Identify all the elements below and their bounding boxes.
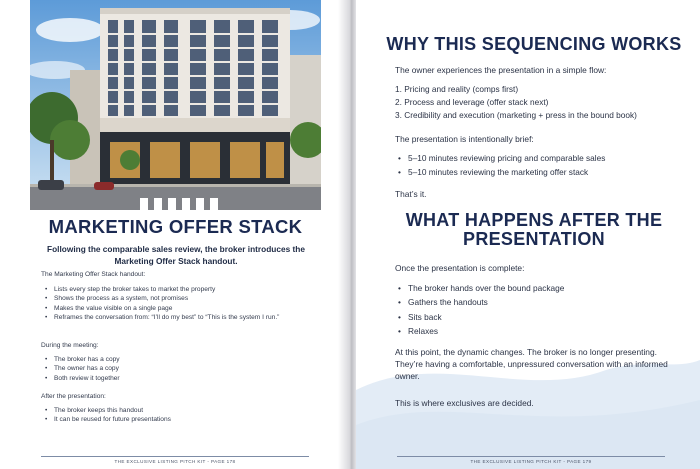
right-page-title-1: WHY THIS SEQUENCING WORKS — [386, 34, 682, 54]
list-item: 2. Process and leverage (offer stack next) — [395, 96, 549, 107]
list-item: • The owner has a copy — [44, 364, 306, 373]
list-item: • Shows the process as a system, not promises — [44, 294, 306, 303]
list-item: • The broker keeps this handout — [44, 406, 306, 415]
left-page-subtitle: Following the comparable sales review, the broker introduces the Marketing Offer Stack handout. — [47, 244, 305, 266]
list-item: • Reframes the conversation from: “I’ll do my best” to “This is the system I run.” — [44, 313, 306, 322]
building-photo — [30, 0, 321, 210]
list-item: • 5–10 minutes reviewing the marketing offer stack — [398, 165, 688, 179]
after-list — [44, 406, 306, 425]
list-item: • The broker has a copy — [44, 355, 306, 364]
list-item: • Sits back — [398, 310, 688, 324]
flow-intro: The owner experiences the presentation in a simple flow: — [395, 65, 607, 75]
right-footer-rule — [397, 456, 665, 457]
list-item: 1. Pricing and reality (comps first) — [395, 84, 519, 94]
meeting-list — [44, 355, 306, 383]
list-item: • The broker hands over the bound package — [398, 281, 688, 295]
list-item: • It can be reused for future presentations — [44, 415, 306, 424]
list-item: • Makes the value visible on a single page — [44, 304, 306, 313]
right-footer: THE EXCLUSIVE LISTING PITCH KIT - PAGE 179 — [470, 459, 592, 464]
brief-list — [398, 151, 688, 180]
after-label: After the presentation: — [41, 393, 106, 400]
list-item: • Lists every step the broker takes to market the property — [44, 285, 306, 294]
handout-label: The Marketing Offer Stack handout: — [41, 271, 146, 278]
thats-it-text: That’s it. — [395, 189, 427, 199]
left-page-title: MARKETING OFFER STACK — [48, 216, 303, 237]
list-item: • Gathers the handouts — [398, 295, 688, 309]
handout-list — [44, 285, 306, 322]
list-item: • Relaxes — [398, 324, 688, 338]
list-item: • 5–10 minutes reviewing pricing and comparable sales — [398, 151, 688, 165]
dynamic-paragraph: At this point, the dynamic changes. The broker is no longer presenting. They’re having a comfortable, unpressured conversation with an informed owner. — [395, 347, 668, 381]
right-page-title-2: WHAT HAPPENS AFTER THE PRESENTATION — [405, 210, 663, 249]
list-item: • Both review it together — [44, 374, 306, 383]
left-footer: THE EXCLUSIVE LISTING PITCH KIT - PAGE 178 — [114, 459, 236, 464]
complete-label: Once the presentation is complete: — [395, 263, 525, 273]
meeting-label: During the meeting: — [41, 342, 99, 349]
left-footer-rule — [41, 456, 309, 457]
flow-list — [395, 83, 690, 121]
closing-text: This is where exclusives are decided. — [395, 398, 534, 408]
brief-label: The presentation is intentionally brief: — [395, 134, 534, 144]
complete-list — [398, 281, 688, 338]
list-item: 3. Credibility and execution (marketing + press in the bound book) — [395, 109, 637, 120]
